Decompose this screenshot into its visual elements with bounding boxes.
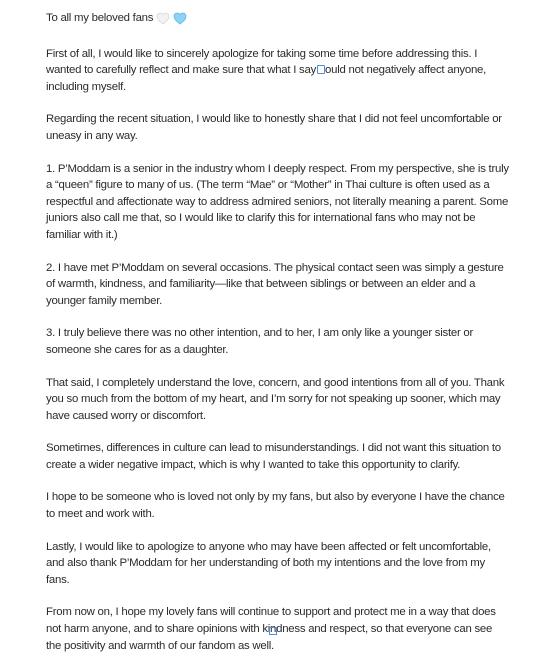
paragraph-apology-start: First of all, I would like to sincerely apologize for taking some time before addressing this. I wanted to carefully reflect and make sure that what I say [46,47,478,77]
paragraph-thanks: That said, I completely understand the love, concern, and good intentions from all of you. Thank you so much from the bottom of my heart, and I’m sorry for not speaking up sooner, which may have caused worry or discomfort. [46,376,505,422]
paragraph-hope: I hope to be someone who is loved not only by my fans, but also by everyone I have the chance to meet and work with. [46,491,505,521]
paragraph-apology-end: ould not negatively affect anyone, including myself. [46,64,487,93]
paragraph-culture: Sometimes, differences in culture can lead to misunderstandings. I did not want this situation to create a wider negative impact, which is why I wanted to take this opportunity to clarify. [46,442,501,471]
paragraph-point-1: 1. P’Moddam is a senior in the industry whom I deeply respect. From my perspective, she is truly a “queen” figure to many of us. (The term “Mae” or “Mother” in Thai culture is often used as a respectful and affectionate way to address admired seniors, not literally meaning a parent. Some juniors also call me that, so I would like to clarify this for international fans who may not be familiar with it.) [46,162,509,241]
paragraph-point-2: 2. I have met P’Moddam on several occasions. The physical contact seen was simply a gesture of warmth, kindness, and familiarity—like that between siblings or between an elder and a younger family member. [46,261,504,307]
selection-handle-icon[interactable] [269,627,277,635]
paragraph-lastly: Lastly, I would like to apologize to anyone who may have been affected or felt uncomfortable, and also thank P’Moddam for her understanding of both my intentions and the love from my fans. [46,540,491,586]
text-cursor-box-icon [317,65,325,74]
light-blue-heart-icon [173,12,187,25]
paragraph-situation: Regarding the recent situation, I would like to honestly share that I did not feel uncomfortable or uneasy in any way. [46,113,502,142]
greeting-text: To all my beloved fans [46,12,154,24]
greeting-line [46,10,510,27]
paragraph-point-3: 3. I truly believe there was no other intention, and to her, I am only like a younger sister or someone she cares for as a daughter. [46,327,474,356]
paragraph-future: From now on, I hope my lovely fans will continue to support and protect me in a way that does not harm anyone, and to share opinions with kindness and respect, so that everyone can see the positivity and warmth of our fandom as well. [46,606,496,652]
white-heart-icon [156,12,170,25]
paragraph-apology [46,46,510,96]
